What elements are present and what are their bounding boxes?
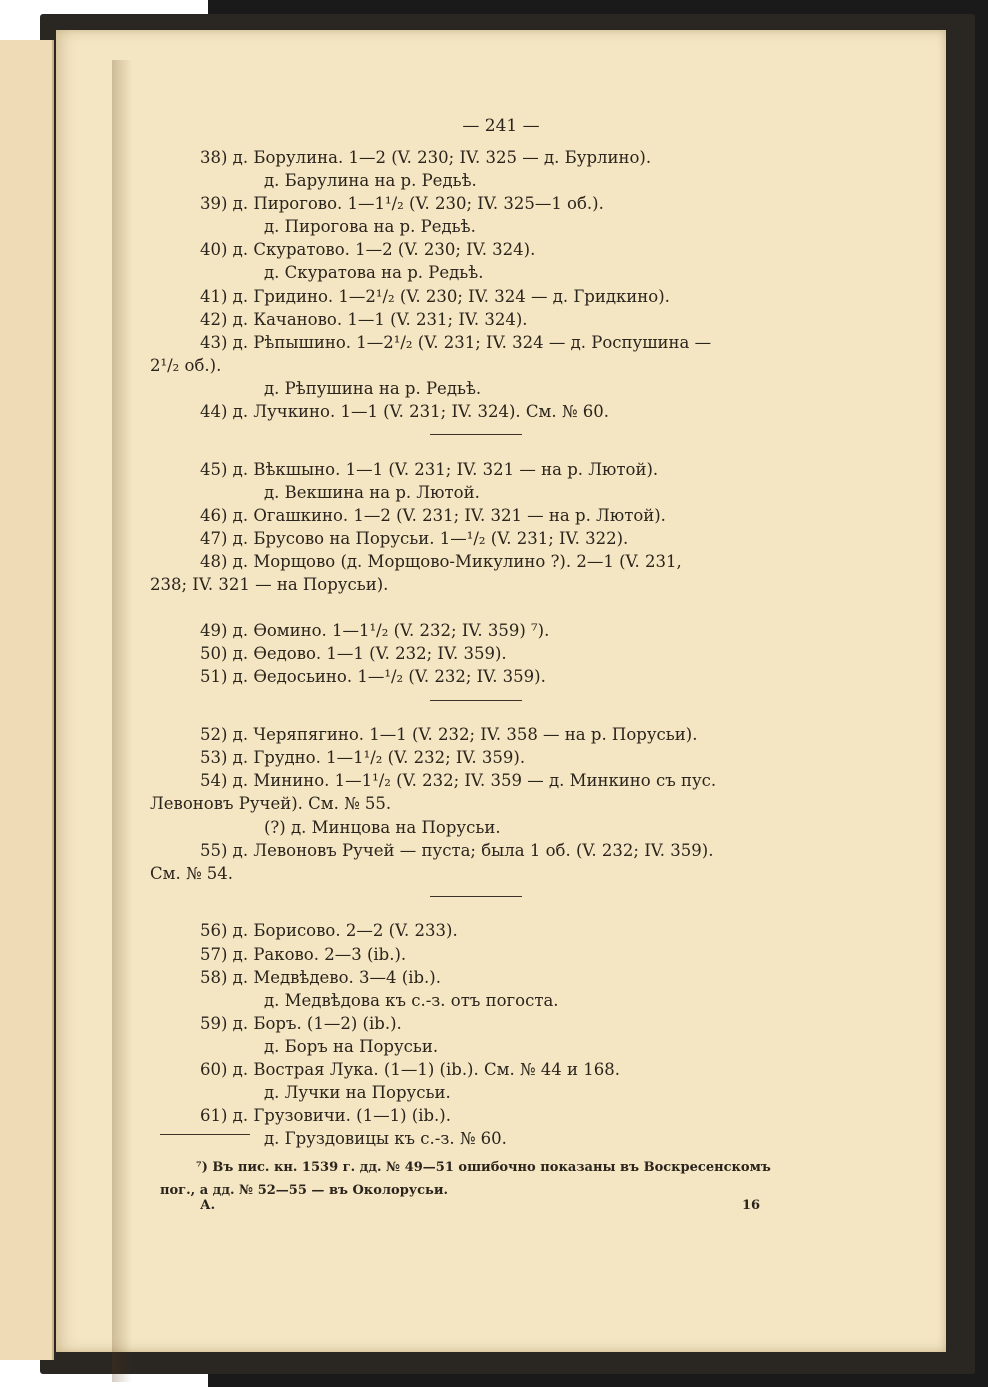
entry-line: 52) д. Черяпягино. 1—1 (V. 232; IV. 358 — на р. Порусьи). [200, 725, 698, 745]
entry-subline: д. Боръ на Порусьи. [264, 1036, 439, 1056]
divider-line [430, 434, 522, 435]
entry-line: 49) д. Ѳомино. 1—1¹/₂ (V. 232; IV. 359) ⁷). [200, 621, 550, 641]
entry-line: 50) д. Ѳедово. 1—1 (V. 232; IV. 359). [200, 644, 507, 664]
book-page [56, 30, 946, 1352]
entry-line: 45) д. Вѣкшыно. 1—1 (V. 231; IV. 321 — на р. Лютой). [200, 459, 659, 479]
footnote-line: ⁷) Въ пис. кн. 1539 г. дд. № 49—51 ошибочно показаны въ Воскресенскомъ [196, 1160, 771, 1175]
spacer [150, 596, 810, 608]
footnote-rule [160, 1134, 250, 1135]
entry-line: 47) д. Брусово на Порусьи. 1—¹/₂ (V. 231; IV. 322). [200, 529, 629, 548]
page-body [150, 146, 810, 1150]
section-divider [150, 885, 810, 908]
entry-subline: д. Векшина на р. Лютой. [264, 482, 480, 502]
entry-subline: (?) д. Минцова на Порусьи. [264, 817, 501, 837]
entry-line: 60) д. Вострая Лука. (1—1) (ib.). См. № 44 и 168. [200, 1059, 621, 1079]
entry-line: 54) д. Минино. 1—1¹/₂ (V. 232; IV. 359 — д. Минкино съ пус. [200, 771, 717, 791]
entry-line: 59) д. Боръ. (1—2) (ib.). [200, 1013, 402, 1033]
entry-line: 51) д. Ѳедосьино. 1—¹/₂ (V. 232; IV. 359). [200, 667, 546, 687]
entry-subline: д. Медвѣдова къ с.-з. отъ погоста. [264, 990, 559, 1010]
footnote-line: пог., а дд. № 52—55 — въ Околорусьи. [160, 1183, 449, 1198]
entry-line: 58) д. Медвѣдево. 3—4 (ib.). [200, 967, 441, 987]
divider-line [430, 700, 522, 701]
entry-line: 57) д. Раково. 2—3 (ib.). [200, 944, 407, 964]
entry-line: 53) д. Грудно. 1—1¹/₂ (V. 232; IV. 359). [200, 748, 526, 768]
entry-line: 46) д. Огашкино. 1—2 (V. 231; IV. 321 — на р. Лютой). [200, 505, 666, 525]
previous-page-edge [0, 40, 54, 1360]
page-number: — 241 — [462, 116, 540, 136]
divider-line [430, 896, 522, 897]
spacer [150, 608, 810, 620]
section-divider [150, 423, 810, 446]
entry-subline: д. Скуратова на р. Редьѣ. [264, 263, 484, 283]
entry-continuation: 238; IV. 321 — на Порусьи). [150, 575, 389, 595]
spacer [150, 908, 810, 920]
entry-line: 41) д. Гридино. 1—2¹/₂ (V. 230; IV. 324 — д. Гридкино). [200, 286, 670, 306]
entry-line: 55) д. Левоновъ Ручей — пуста; была 1 об. (V. 232; IV. 359). [200, 840, 714, 860]
spacer [150, 446, 810, 458]
entry-line: 48) д. Морщово (д. Морщово-Микулино ?). 2—1 (V. 231, [200, 552, 682, 572]
entry-continuation: См. № 54. [150, 863, 234, 883]
entry-line: 56) д. Борисово. 2—2 (V. 233). [200, 921, 458, 941]
entry-subline: д. Груздовицы къ с.-з. № 60. [264, 1129, 507, 1149]
entry-subline: д. Рѣпушина на р. Редьѣ. [264, 378, 482, 398]
signature-letter: А. [200, 1198, 216, 1213]
entry-line: 44) д. Лучкино. 1—1 (V. 231; IV. 324). См. № 60. [200, 402, 609, 422]
spine-shadow [112, 60, 132, 1382]
entry-line: 38) д. Борулина. 1—2 (V. 230; IV. 325 — д. Бурлино). [200, 148, 652, 167]
entry-continuation: 2¹/₂ об.). [150, 355, 222, 375]
entry-line: 61) д. Грузовичи. (1—1) (ib.). [200, 1106, 451, 1126]
entry-line: 40) д. Скуратово. 1—2 (V. 230; IV. 324). [200, 240, 536, 260]
entry-line: 43) д. Рѣпышино. 1—2¹/₂ (V. 231; IV. 324 — д. Роспушина — [200, 332, 712, 352]
entry-subline: д. Пирогова на р. Редьѣ. [264, 217, 476, 237]
footnote [160, 1156, 820, 1202]
entry-subline: д. Лучки на Порусьи. [264, 1083, 451, 1103]
entry-subline: д. Барулина на р. Редьѣ. [264, 171, 477, 191]
entry-line: 39) д. Пирогово. 1—1¹/₂ (V. 230; IV. 325—1 об.). [200, 194, 604, 214]
signature-number: 16 [742, 1198, 761, 1213]
entry-continuation: Левоновъ Ручей). См. № 55. [150, 794, 392, 814]
entry-line: 42) д. Качаново. 1—1 (V. 231; IV. 324). [200, 309, 528, 329]
spacer [150, 712, 810, 724]
section-divider [150, 689, 810, 712]
